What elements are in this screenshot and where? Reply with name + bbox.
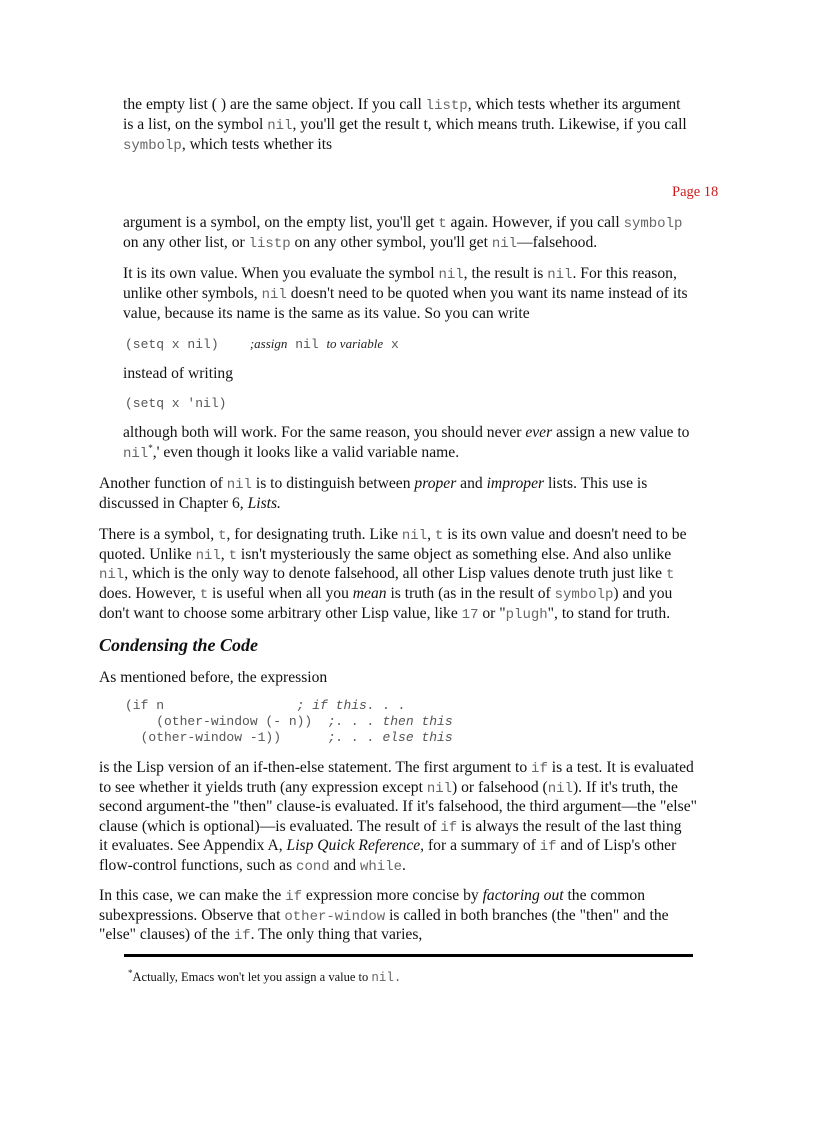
text-line: discussed in Chapter 6, Lists. <box>99 495 281 512</box>
text-line: subexpressions. Observe that other-window is called in both branches (the "then" and the <box>99 907 669 925</box>
footnote-divider <box>124 954 693 957</box>
text-line: flow-control functions, such as cond and while. <box>99 857 406 875</box>
text-line: is the Lisp version of an if-then-else statement. The first argument to if is a test. It is evaluated <box>99 759 694 777</box>
text-line: on any other list, or listp on any other symbol, you'll get nil—falsehood. <box>123 234 598 252</box>
code-line: (other-window -1)) ;. . . else this <box>125 730 453 745</box>
text-line: don't want to choose some arbitrary other Lisp value, like 17 or "plugh", to stand for truth. <box>99 605 671 623</box>
text-line: Another function of nil is to distinguish between proper and improper lists. This use is <box>99 475 648 493</box>
text-line: symbolp, which tests whether its <box>123 136 333 154</box>
text-line: There is a symbol, t, for designating truth. Like nil, t is its own value and doesn't need to be <box>99 526 687 544</box>
text-line: is a list, on the symbol nil, you'll get the result t, which means truth. Likewise, if you call <box>123 116 687 134</box>
text-line: nil, which is the only way to denote falsehood, all other Lisp values denote truth just like t <box>99 565 675 583</box>
text-line: value, because its name is the same as its value. So you can write <box>123 305 530 322</box>
code-line: (setq x 'nil) <box>125 396 227 411</box>
text-line: second argument-the "then" clause-is evaluated. If it's falsehood, the third argument—the "else" <box>99 798 697 815</box>
text-line: As mentioned before, the expression <box>99 669 328 686</box>
code-line: (other-window (- n)) ;. . . then this <box>125 714 453 729</box>
text-line: "else" clauses) of the if. The only thing that varies, <box>99 926 423 944</box>
text-line: nil*,' even though it looks like a valid variable name. <box>123 442 460 462</box>
section-heading: Condensing the Code <box>99 635 259 655</box>
page-number: Page 18 <box>672 184 719 200</box>
text-line: unlike other symbols, nil doesn't need to be quoted when you want its name instead of its <box>123 285 688 303</box>
footnote: *Actually, Emacs won't let you assign a value to nil. <box>128 967 402 985</box>
code-line: (if n ; if this. . . <box>125 698 406 713</box>
text-line: does. However, t is useful when all you mean is truth (as in the result of symbolp) and you <box>99 585 673 603</box>
code-line: (setq x nil) ;assign nil to variable x <box>125 336 399 352</box>
text-line: In this case, we can make the if expression more concise by factoring out the common <box>99 887 645 905</box>
text-line: instead of writing <box>123 365 234 382</box>
text-line: to see whether it yields truth (any expression except nil) or falsehood (nil). If it's truth, the <box>99 779 678 797</box>
text-line: clause (which is optional)—is evaluated. The result of if is always the result of the last thing <box>99 818 682 836</box>
text-line: argument is a symbol, on the empty list, you'll get t again. However, if you call symbolp <box>123 214 683 232</box>
text-line: quoted. Unlike nil, t isn't mysteriously the same object as something else. And also unlike <box>99 546 672 564</box>
text-line: it evaluates. See Appendix A, Lisp Quick Reference, for a summary of if and of Lisp's other <box>99 837 677 855</box>
text-line: It is its own value. When you evaluate the symbol nil, the result is nil. For this reason, <box>123 265 677 283</box>
text-line: although both will work. For the same reason, you should never ever assign a new value to <box>123 424 690 441</box>
text-line: the empty list ( ) are the same object. If you call listp, which tests whether its argument <box>123 96 681 114</box>
